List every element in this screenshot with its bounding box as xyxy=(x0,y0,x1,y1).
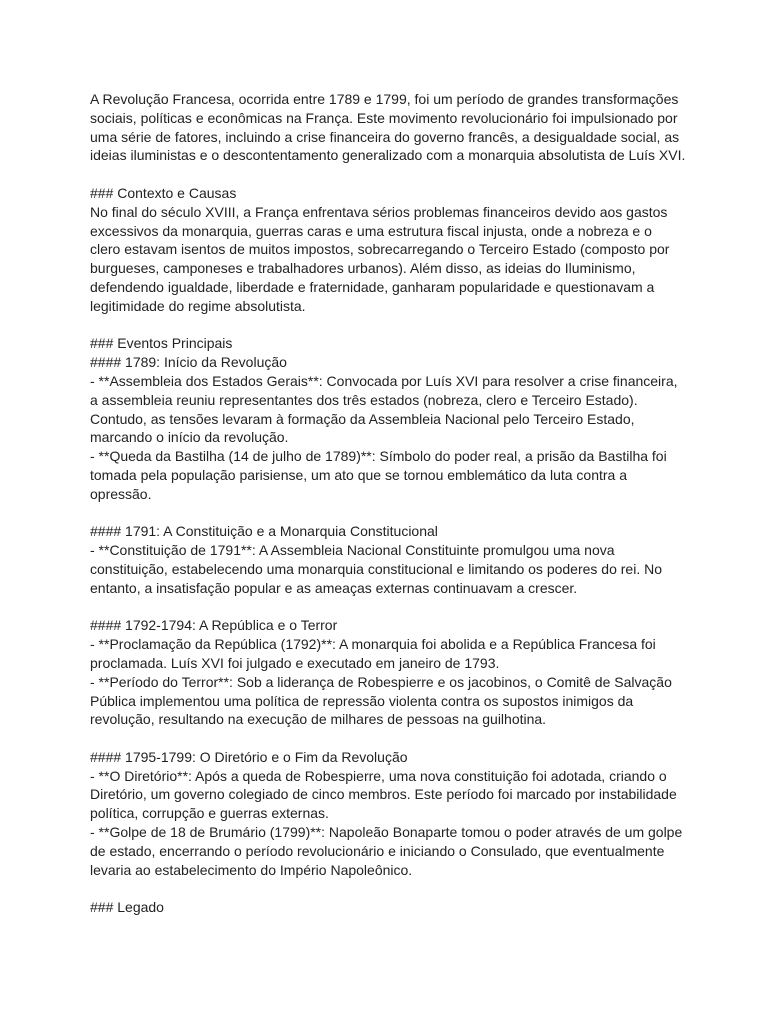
paragraph xyxy=(90,767,690,823)
text-line: sociais, políticas e econômicas na França. Este movimento revolucionário foi impulsionado por xyxy=(90,109,678,126)
text-line: A Revolução Francesa, ocorrida entre 1789 e 1799, foi um período de grandes transformações xyxy=(90,91,679,107)
paragraph-gap xyxy=(90,729,690,748)
text-line: a assembleia reuniu representantes dos três estados (nobreza, clero e Terceiro Estado). xyxy=(90,391,638,408)
text-line: - **O Diretório**: Após a queda de Robespierre, uma nova constituição foi adotada, criando o xyxy=(90,767,667,784)
text-line: #### 1795-1799: O Diretório e o Fim da Revolução xyxy=(90,748,408,765)
text-line: opressão. xyxy=(90,485,152,502)
text-line: - **Proclamação da República (1792)**: A monarquia foi abolida e a República Francesa foi xyxy=(90,636,656,653)
section-heading xyxy=(90,522,690,541)
paragraph xyxy=(90,541,690,597)
text-line: marcando o início da revolução. xyxy=(90,429,289,446)
document-page xyxy=(90,90,690,917)
paragraph-gap xyxy=(90,316,690,335)
text-line: ideias iluministas e o descontentamento generalizado com a monarquia absolutista de Luís XVI. xyxy=(90,147,686,164)
text-line: clero estavam isentos de muitos impostos, sobrecarregando o Terceiro Estado (composto por xyxy=(90,241,670,258)
text-line: burgueses, camponeses e trabalhadores urbanos). Além disso, as ideias do Iluminismo, xyxy=(90,260,636,277)
paragraph xyxy=(90,447,690,503)
section-heading xyxy=(90,184,690,203)
paragraph-gap xyxy=(90,598,690,617)
text-line: constituição, estabelecendo uma monarquia constitucional e limitando os poderes do rei. No xyxy=(90,560,663,577)
text-line: proclamada. Luís XVI foi julgado e executado em janeiro de 1793. xyxy=(90,654,500,671)
paragraph xyxy=(90,635,690,673)
text-line: tomada pela população parisiense, um ato que se tornou emblemático da luta contra a xyxy=(90,466,628,483)
text-line: levaria ao estabelecimento do Império Napoleônico. xyxy=(90,861,413,878)
text-line: entanto, a insatisfação popular e as ameaças externas continuavam a crescer. xyxy=(90,579,578,596)
text-line: Diretório, um governo colegiado de cinco membros. Este período foi marcado por instabilidade xyxy=(90,786,677,803)
text-line: #### 1792-1794: A República e o Terror xyxy=(90,617,338,634)
section-heading xyxy=(90,353,690,372)
text-line: de estado, encerrando o período revolucionário e iniciando o Consulado, que eventualmente xyxy=(90,842,665,859)
text-line: excessivos da monarquia, guerras caras e uma estrutura fiscal injusta, onde a nobreza e o xyxy=(90,222,652,239)
text-line: - **Golpe de 18 de Brumário (1799)**: Napoleão Bonaparte tomou o poder através de um golpe xyxy=(90,824,683,841)
text-line: Pública implementou uma política de repressão violenta contra os supostos inimigos da xyxy=(90,692,634,709)
text-line: política, corrupção e guerras externas. xyxy=(90,805,329,822)
section-heading xyxy=(90,898,690,917)
paragraph xyxy=(90,372,690,447)
section-heading xyxy=(90,334,690,353)
text-line: defendendo igualdade, liberdade e fraternidade, ganharam popularidade e questionavam a xyxy=(90,278,655,295)
text-line: #### 1789: Início da Revolução xyxy=(90,354,287,371)
text-line: No final do século XVIII, a França enfrentava sérios problemas financeiros devido aos gastos xyxy=(90,203,668,220)
paragraph xyxy=(90,823,690,879)
text-line: - **Assembleia dos Estados Gerais**: Convocada por Luís XVI para resolver a crise financeira, xyxy=(90,372,678,389)
text-line: - **Constituição de 1791**: A Assembleia Nacional Constituinte promulgou uma nova xyxy=(90,542,615,559)
text-line: revolução, resultando na execução de milhares de pessoas na guilhotina. xyxy=(90,711,547,728)
paragraph xyxy=(90,203,690,316)
paragraph-gap xyxy=(90,504,690,523)
paragraph-gap xyxy=(90,165,690,184)
paragraph xyxy=(90,673,690,729)
text-line: legitimidade do regime absolutista. xyxy=(90,297,306,314)
text-line: ### Legado xyxy=(90,899,164,916)
section-heading xyxy=(90,616,690,635)
text-line: ### Contexto e Causas xyxy=(90,184,237,201)
text-line: uma série de fatores, incluindo a crise financeira do governo francês, a desigualdade social, as xyxy=(90,128,680,145)
text-line: - **Período do Terror**: Sob a liderança de Robespierre e os jacobinos, o Comitê de Salvação xyxy=(90,673,672,690)
text-line: Contudo, as tensões levaram à formação da Assembleia Nacional pelo Terceiro Estado, xyxy=(90,410,635,427)
text-line: #### 1791: A Constituição e a Monarquia Constitucional xyxy=(90,523,438,540)
text-line: ### Eventos Principais xyxy=(90,335,233,352)
paragraph xyxy=(90,90,690,165)
section-heading xyxy=(90,748,690,767)
text-line: - **Queda da Bastilha (14 de julho de 1789)**: Símbolo do poder real, a prisão da Bastilha foi xyxy=(90,448,667,465)
paragraph-gap xyxy=(90,879,690,898)
